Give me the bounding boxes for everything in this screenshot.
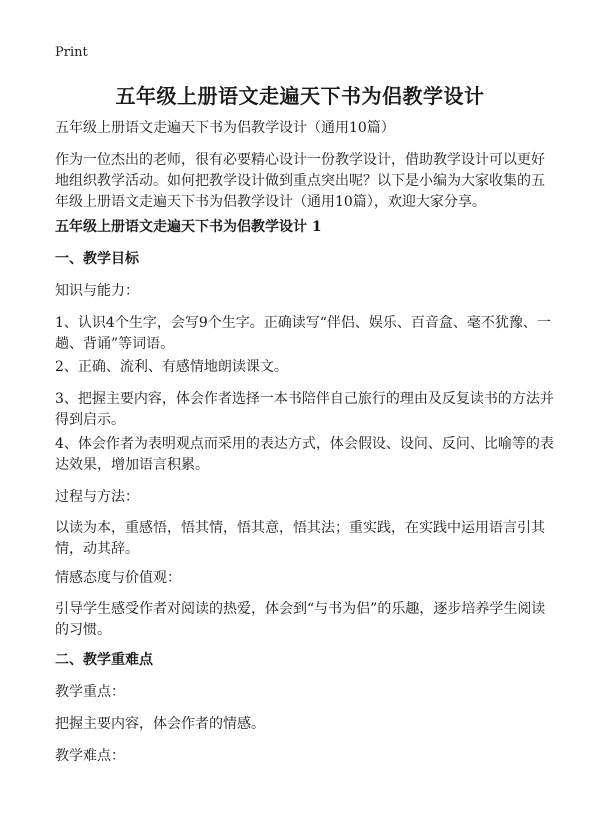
section-heading-key-points: 二、教学重难点 [55,652,153,668]
print-link[interactable]: Print [55,45,88,60]
emotion-text: 引导学生感受作者对阅读的热爱，体会到“与书为侣”的乐趣，逐步培养学生阅读的习惯。 [55,601,546,638]
section-heading-objectives: 一、教学目标 [55,251,139,267]
objective-item-1: 1、认识4个生字，会写9个生字。正确读写“伴侣、娱乐、百音盒、毫不犹豫、一趟、背诵”等词语。 [55,315,551,352]
key-label: 教学重点： [55,684,125,700]
process-label: 过程与方法： [55,489,139,505]
process-text: 以读为本，重感悟，悟其情，悟其意，悟其法；重实践，在实践中运用语言引其情，动其辞。 [55,520,545,557]
objective-item-3: 3、把握主要内容，体会作者选择一本书陪伴自己旅行的理由及反复读书的方法并得到启示。 [55,391,554,428]
key-text: 把握主要内容，体会作者的情感。 [55,716,265,732]
knowledge-label: 知识与能力： [55,283,139,299]
design-heading: 五年级上册语文走遍天下书为侣教学设计 1 [55,219,322,235]
intro-paragraph: 作为一位杰出的老师，很有必要精心设计一份教学设计，借助教学设计可以更好地组织教学活动。如何把教学设计做到重点突出呢？以下是小编为大家收集的五年级上册语文走遍天下书为侣教学设计（通用10篇），欢迎大家分享。 [55,152,545,210]
subtitle-paragraph: 五年级上册语文走遍天下书为侣教学设计（通用10篇） [55,120,395,136]
page-title: 五年级上册语文走遍天下书为侣教学设计 [115,84,485,108]
emotion-label: 情感态度与价值观： [55,570,181,586]
difficulty-label: 教学难点： [55,748,125,764]
objective-item-2: 2、正确、流利、有感情地朗读课文。 [55,359,288,375]
objective-item-4: 4、体会作者为表明观点而采用的表达方式，体会假设、设问、反问、比喻等的表达效果，增加语言积累。 [55,436,554,473]
